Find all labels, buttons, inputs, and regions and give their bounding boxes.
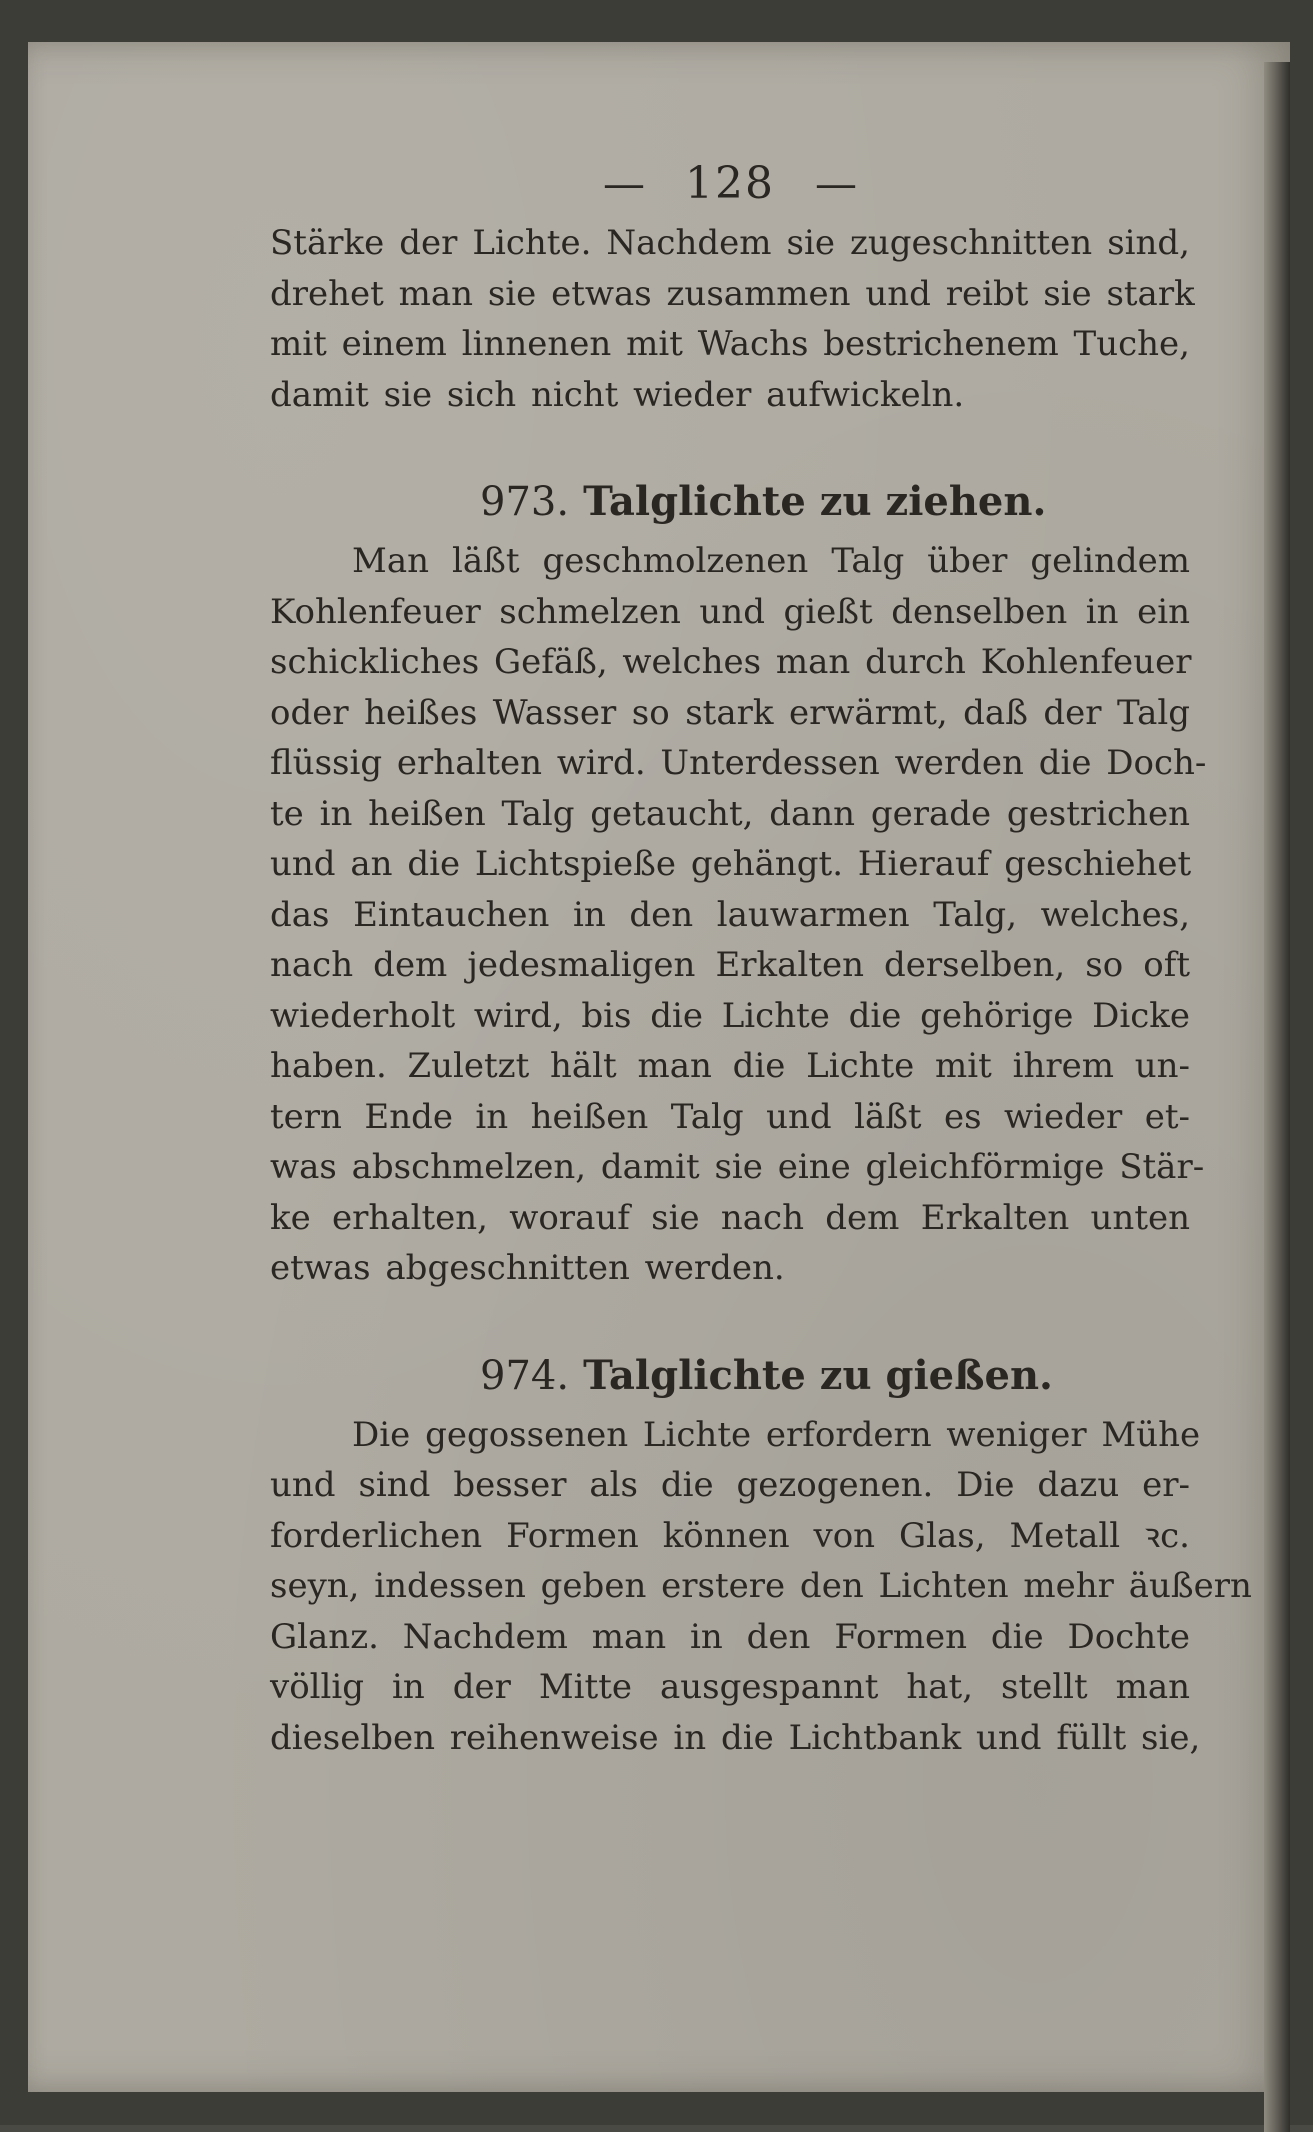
text-line: Kohlenfeuer schmelzen und gießt denselben in ein [270, 591, 1190, 632]
text-line: wiederholt wird, bis die Lichte die gehörige Dicke [270, 995, 1190, 1036]
text-line: mit einem linnenen mit Wachs bestrichenem Tuche, [270, 324, 1190, 364]
text-line: Die gegossenen Lichte erfordern weniger Mühe [352, 1414, 1201, 1455]
text-line: Man läßt geschmolzenen Talg über gelindem [352, 541, 1190, 581]
text-line: forderlichen Formen können von Glas, Metall ꝛc. [270, 1515, 1190, 1556]
text-line: nach dem jedesmaligen Erkalten derselben, so oft [270, 945, 1190, 985]
text-line: was abschmelzen, damit sie eine gleichförmige Stär- [270, 1147, 1205, 1187]
page-header [270, 148, 1190, 218]
text-line: Glanz. Nachdem man in den Formen die Dochte [270, 1616, 1190, 1657]
page-edge [1264, 62, 1290, 2132]
text-line: ke erhalten, worauf sie nach dem Erkalten unten [270, 1197, 1190, 1238]
text-line: te in heißen Talg getaucht, dann gerade gestrichen [270, 793, 1190, 834]
header-dash-right: — [814, 158, 857, 208]
continuation-paragraph [270, 218, 1195, 420]
section-title: Talglichte zu gießen. [583, 1351, 1053, 1399]
text-line: seyn, indessen geben erstere den Lichten mehr äußern [270, 1566, 1252, 1606]
section-heading-973 [270, 472, 1190, 532]
header-dash-left: — [603, 158, 645, 208]
text-line: drehet man sie etwas zusammen und reibt sie stark [270, 273, 1195, 314]
text-line: und an die Lichtspieße gehängt. Hierauf geschiehet [270, 844, 1192, 884]
text-line: schickliches Gefäß, welches man durch Kohlenfeuer [270, 642, 1192, 682]
page-text [270, 148, 1252, 1763]
text-line: tern Ende in heißen Talg und läßt es wieder et- [270, 1096, 1190, 1137]
section-number: 974. [480, 1352, 570, 1399]
section-title: Talglichte zu ziehen. [583, 478, 1047, 525]
text-line: dieselben reihenweise in die Lichtbank und füllt sie, [270, 1717, 1201, 1758]
page-number: 128 [685, 157, 775, 209]
section-number: 973. [480, 479, 570, 525]
text-line: und sind besser als die gezogenen. Die dazu er- [270, 1465, 1190, 1505]
section-heading-974 [270, 1346, 1190, 1406]
section-body-974 [270, 1410, 1252, 1764]
text-line: flüssig erhalten wird. Unterdessen werden die Doch- [270, 743, 1207, 783]
section-body-973 [270, 536, 1207, 1294]
text-line: oder heißes Wasser so stark erwärmt, daß der Talg [270, 692, 1190, 733]
text-line: haben. Zuletzt hält man die Lichte mit ihrem un- [270, 1046, 1190, 1086]
text-line: damit sie sich nicht wieder aufwickeln. [270, 374, 965, 415]
text-line: völlig in der Mitte ausgespannt hat, stellt man [270, 1667, 1190, 1707]
text-line: das Eintauchen in den lauwarmen Talg, welches, [270, 894, 1190, 935]
text-line: Stärke der Lichte. Nachdem sie zugeschnitten sind, [270, 223, 1190, 263]
text-line: etwas abgeschnitten werden. [270, 1248, 785, 1288]
